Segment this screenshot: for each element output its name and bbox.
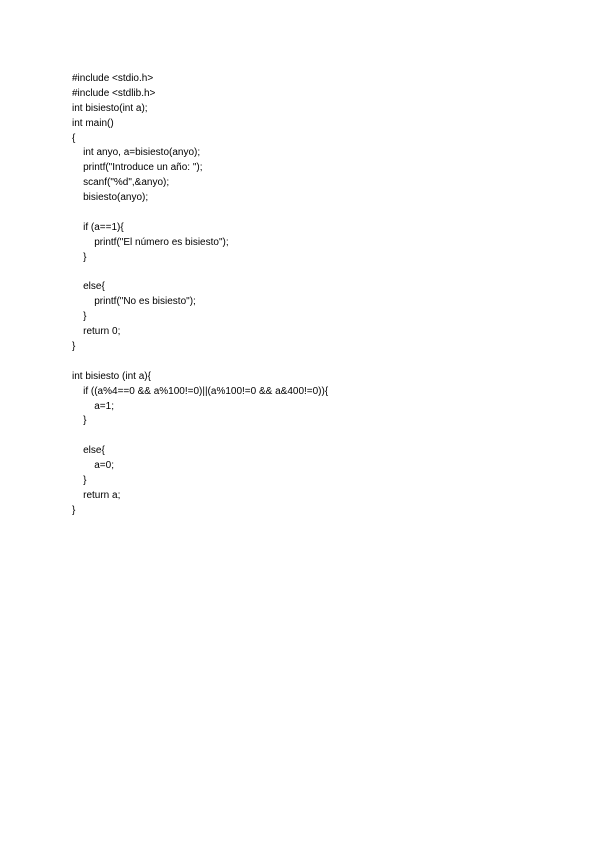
code-line: printf("Introduce un año: "); <box>72 162 203 174</box>
code-line: } <box>72 341 76 353</box>
code-line: else{ <box>72 281 105 293</box>
code-line: if ((a%4==0 && a%100!=0)||(a%100!=0 && a&400!=0)){ <box>72 385 329 397</box>
code-line: return 0; <box>72 326 121 338</box>
code-line: } <box>72 415 87 427</box>
code-line: bisiesto(anyo); <box>72 192 149 204</box>
code-line: a=1; <box>72 400 114 412</box>
code-line: { <box>72 132 76 144</box>
code-line: scanf("%d",&anyo); <box>72 177 170 189</box>
code-line: } <box>72 504 76 516</box>
code-line <box>72 266 328 281</box>
code-line: #include <stdlib.h> <box>72 87 156 99</box>
code-line: a=0; <box>72 460 114 472</box>
code-line: int bisiesto (int a){ <box>72 370 151 382</box>
code-line: } <box>72 475 87 487</box>
code-line: } <box>72 251 87 263</box>
code-line: else{ <box>72 445 105 457</box>
code-line <box>72 355 328 370</box>
code-line: #include <stdio.h> <box>72 73 154 84</box>
code-line: printf("No es bisiesto"); <box>72 296 196 308</box>
code-line: if (a==1){ <box>72 221 124 233</box>
code-line: int bisiesto(int a); <box>72 102 148 114</box>
code-line <box>72 429 328 444</box>
code-line <box>72 206 328 221</box>
code-line: } <box>72 311 87 323</box>
code-line: printf("El número es bisiesto"); <box>72 236 229 248</box>
code-line: int main() <box>72 117 114 129</box>
code-line: return a; <box>72 489 121 501</box>
code-line: int anyo, a=bisiesto(anyo); <box>72 147 201 159</box>
code-block <box>72 72 328 519</box>
